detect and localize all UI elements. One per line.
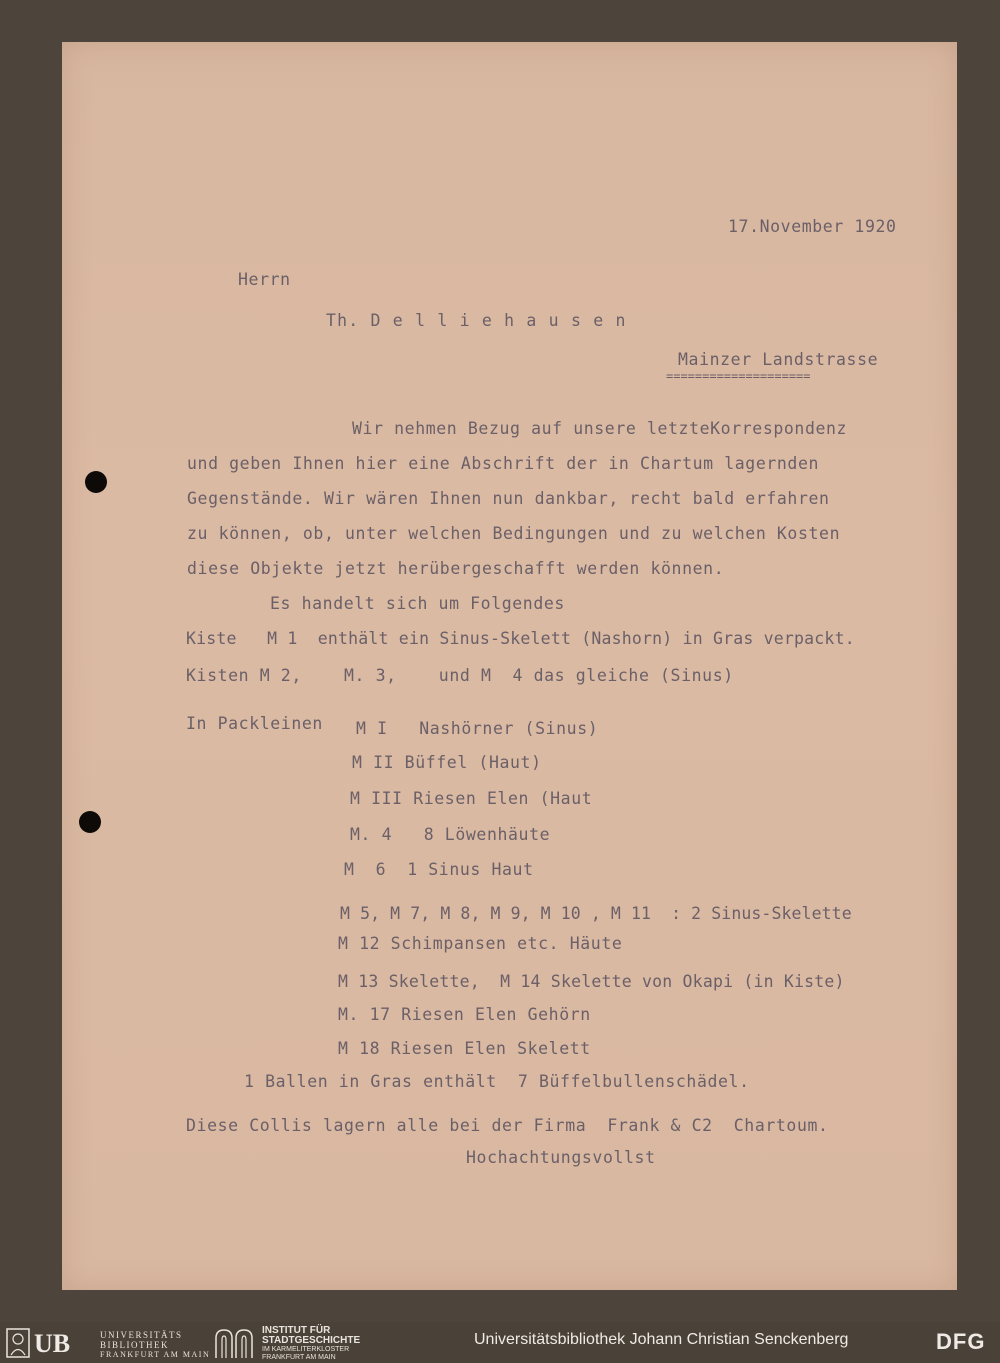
packleinen-item: M. 4 8 Löwenhäute [350, 825, 551, 844]
isg-name-line: STADTGESCHICHTE [262, 1335, 361, 1346]
kiste-line: Kiste M 1 enthält ein Sinus-Skelett (Nashorn) in Gras verpackt. [186, 629, 855, 648]
packleinen-label: In Packleinen [186, 714, 323, 733]
isg-name-line: INSTITUT FÜR [262, 1325, 331, 1336]
packleinen-item: M III Riesen Elen (Haut [350, 789, 593, 808]
ub-name-line: BIBLIOTHEK [100, 1340, 169, 1350]
salutation: Herrn [238, 270, 291, 289]
packleinen-item: M 5, M 7, M 8, M 9, M 10 , M 11 : 2 Sinus-Skelette [340, 904, 852, 923]
isg-name-line: FRANKFURT AM MAIN [262, 1354, 336, 1361]
collis-line: Diese Collis lagern alle bei der Firma Frank & C2 Chartoum. [186, 1116, 829, 1135]
packleinen-item: M. 17 Riesen Elen Gehörn [338, 1005, 591, 1024]
ub-name-line: FRANKFURT AM MAIN [100, 1350, 211, 1359]
recipient-street: Mainzer Landstrasse [678, 350, 879, 369]
footer-bar [0, 1322, 1000, 1363]
body-line: Wir nehmen Bezug auf unsere letzteKorrespondenz [352, 419, 848, 438]
punch-hole [85, 471, 107, 493]
isg-arches-icon [214, 1328, 256, 1358]
isg-name-line: IM KARMELITERKLOSTER [262, 1346, 350, 1353]
ub-portrait-icon [6, 1328, 30, 1358]
list-intro: Es handelt sich um Folgendes [270, 594, 565, 613]
ub-logo [6, 1328, 96, 1358]
body-line: Gegenstände. Wir wären Ihnen nun dankbar, recht bald erfahren [187, 489, 830, 508]
body-line: und geben Ihnen hier eine Abschrift der in Chartum lagernden [187, 454, 820, 473]
packleinen-item: M 13 Skelette, M 14 Skelette von Okapi (in Kiste) [338, 972, 845, 991]
ub-name-line: UNIVERSITÄTS [100, 1330, 183, 1340]
ballen-line: 1 Ballen in Gras enthält 7 Büffelbullenschädel. [244, 1072, 750, 1091]
isg-name [262, 1326, 360, 1362]
footer-institution: Universitätsbibliothek Johann Christian Senckenberg [474, 1331, 849, 1348]
dfg-logo: DFG [936, 1329, 986, 1354]
ub-logo-text: UB [34, 1329, 71, 1358]
recipient-name: Th. D e l l i e h a u s e n [326, 311, 627, 330]
isg-logo [214, 1328, 256, 1362]
closing: Hochachtungsvollst [466, 1148, 656, 1167]
packleinen-item: M 12 Schimpansen etc. Häute [338, 934, 623, 953]
street-underline: ==================== [666, 369, 811, 383]
packleinen-item: M 6 1 Sinus Haut [344, 860, 534, 879]
letter-page [62, 42, 957, 1290]
packleinen-item: M I Nashörner (Sinus) [356, 719, 599, 738]
body-line: diese Objekte jetzt herübergeschafft werden können. [187, 559, 725, 578]
body-line: zu können, ob, unter welchen Bedingungen und zu welchen Kosten [187, 524, 841, 543]
ub-name [100, 1330, 210, 1360]
kisten-line: Kisten M 2, M. 3, und M 4 das gleiche (Sinus) [186, 666, 734, 685]
packleinen-item: M II Büffel (Haut) [352, 753, 542, 772]
letter-date: 17.November 1920 [728, 217, 897, 236]
punch-hole [79, 811, 101, 833]
packleinen-item: M 18 Riesen Elen Skelett [338, 1039, 591, 1058]
